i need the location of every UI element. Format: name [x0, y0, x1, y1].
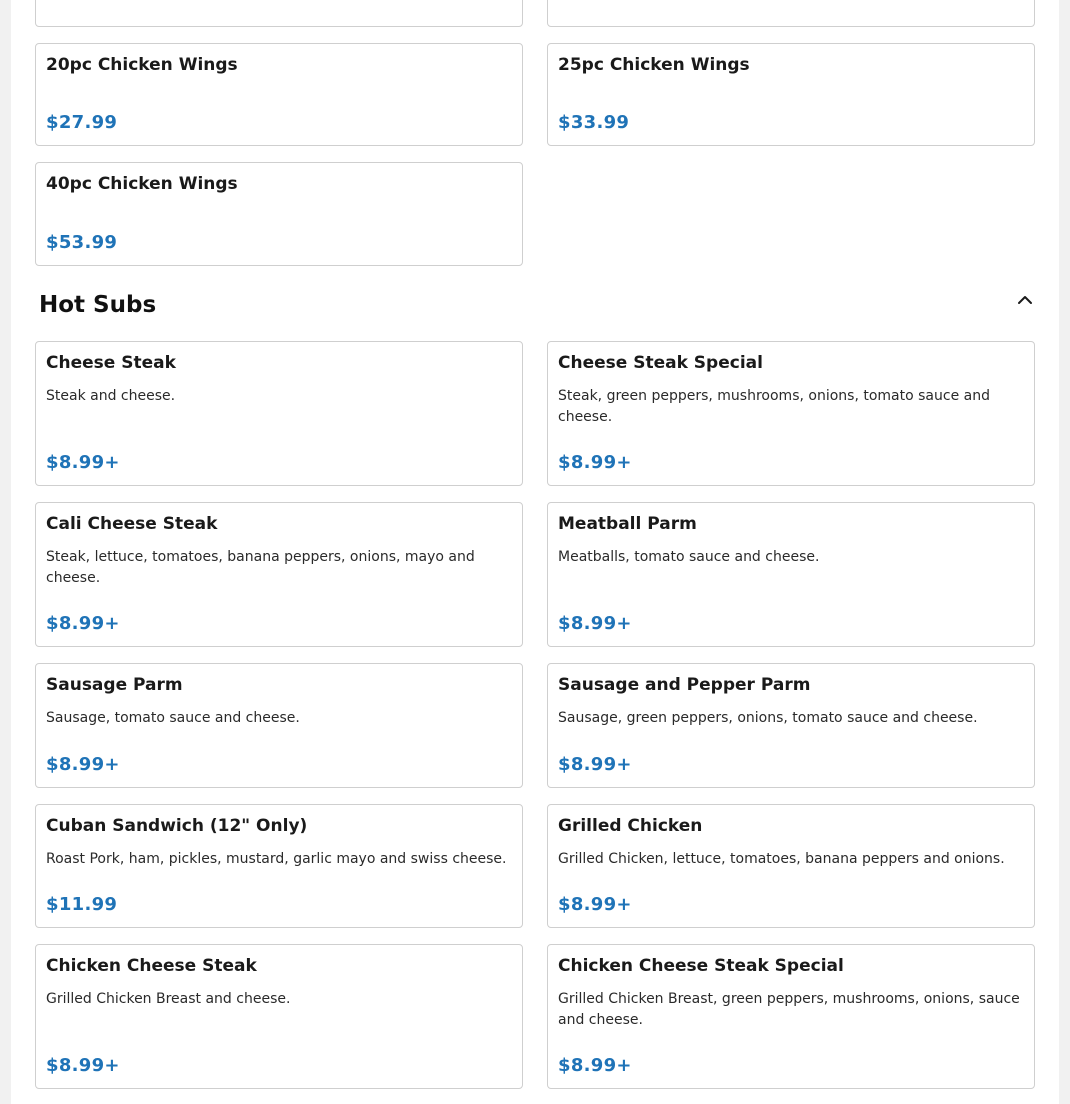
- menu-item-card[interactable]: [547, 804, 1035, 928]
- menu-item-card[interactable]: [35, 162, 523, 266]
- item-price: $53.99: [46, 232, 118, 253]
- item-name: Cheese Steak: [46, 353, 176, 373]
- menu-item-card[interactable]: [35, 663, 523, 788]
- item-description: Meatballs, tomato sauce and cheese.: [558, 549, 820, 565]
- item-name: 40pc Chicken Wings: [46, 174, 238, 194]
- item-description: Sausage, green peppers, onions, tomato sauce and cheese.: [558, 710, 978, 726]
- item-description: Sausage, tomato sauce and cheese.: [46, 710, 300, 726]
- item-name: 20pc Chicken Wings: [46, 55, 238, 75]
- section-collapse-button[interactable]: [1011, 288, 1039, 312]
- item-price: $27.99: [46, 112, 118, 133]
- menu-item-card[interactable]: [35, 0, 523, 27]
- item-price: $8.99+: [558, 452, 632, 473]
- item-name: Cuban Sandwich (12" Only): [46, 816, 308, 836]
- item-name: Chicken Cheese Steak: [46, 956, 257, 976]
- menu-item-card[interactable]: [547, 341, 1035, 486]
- item-description: Steak, green peppers, mushrooms, onions, tomato sauce and cheese.: [558, 388, 990, 425]
- item-price: $8.99+: [46, 1055, 120, 1076]
- menu-item-card[interactable]: [547, 0, 1035, 27]
- item-description: Steak, lettuce, tomatoes, banana peppers, onions, mayo and cheese.: [46, 549, 475, 586]
- item-price: $8.99+: [46, 754, 120, 775]
- menu-item-card[interactable]: [547, 43, 1035, 146]
- menu-item-card[interactable]: [547, 502, 1035, 647]
- item-description: Grilled Chicken Breast, green peppers, mushrooms, onions, sauce and cheese.: [558, 991, 1020, 1028]
- item-price: $8.99+: [558, 1055, 632, 1076]
- item-price: $8.99+: [558, 754, 632, 775]
- menu-item-card[interactable]: [35, 944, 523, 1089]
- item-price: $11.99: [46, 894, 118, 915]
- item-price: $8.99+: [46, 613, 120, 634]
- item-name: Sausage and Pepper Parm: [558, 675, 811, 695]
- menu-item-card[interactable]: [547, 663, 1035, 788]
- item-description: Roast Pork, ham, pickles, mustard, garlic mayo and swiss cheese.: [46, 851, 507, 867]
- item-name: Chicken Cheese Steak Special: [558, 956, 844, 976]
- item-price: $33.99: [558, 112, 630, 133]
- chevron-up-icon: [1017, 295, 1033, 305]
- item-description: Steak and cheese.: [46, 388, 176, 404]
- item-name: Cali Cheese Steak: [46, 514, 218, 534]
- item-name: Meatball Parm: [558, 514, 697, 534]
- menu-item-card[interactable]: [35, 502, 523, 647]
- menu-item-card[interactable]: [35, 804, 523, 928]
- menu-item-card[interactable]: [547, 944, 1035, 1089]
- item-name: Cheese Steak Special: [558, 353, 763, 373]
- item-description: Grilled Chicken, lettuce, tomatoes, banana peppers and onions.: [558, 851, 1005, 867]
- item-name: Grilled Chicken: [558, 816, 703, 836]
- menu-item-card[interactable]: [35, 341, 523, 486]
- item-price: $8.99+: [46, 452, 120, 473]
- item-price: $8.99+: [558, 613, 632, 634]
- item-price: $8.99+: [558, 894, 632, 915]
- section-title-hot-subs: Hot Subs: [39, 292, 157, 318]
- item-name: 25pc Chicken Wings: [558, 55, 750, 75]
- item-description: Grilled Chicken Breast and cheese.: [46, 991, 291, 1007]
- item-name: Sausage Parm: [46, 675, 183, 695]
- menu-item-card[interactable]: [35, 43, 523, 146]
- menu-page: [11, 0, 1059, 1104]
